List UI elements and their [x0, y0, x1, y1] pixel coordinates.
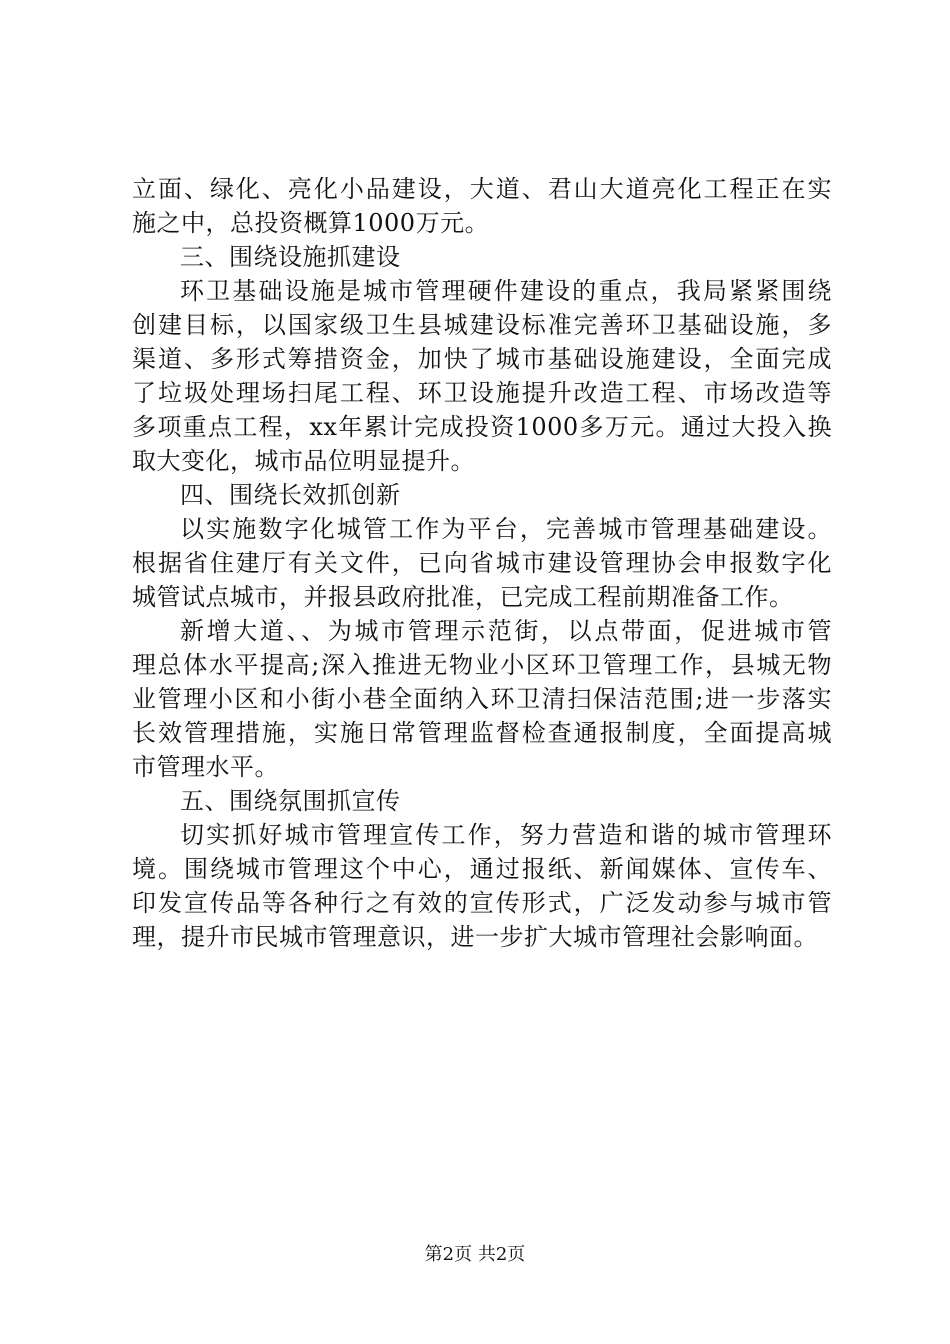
text-line: 境。围绕城市管理这个中心，通过报纸、新闻媒体、宣传车、: [132, 855, 832, 883]
text-line: 市管理水平。: [132, 753, 279, 781]
text-line: 业管理小区和小街小巷全面纳入环卫清扫保洁范围;进一步落实: [132, 685, 832, 713]
text-line: 长效管理措施，实施日常管理监督检查通报制度，全面提高城: [132, 719, 832, 747]
text-line: 多项重点工程，xx年累计完成投资1000多万元。通过大投入换: [132, 413, 832, 441]
section-heading: 三、围绕设施抓建设: [180, 243, 401, 271]
text-line: 立面、绿化、亮化小品建设，大道、君山大道亮化工程正在实: [132, 175, 832, 203]
page-number-footer: 第2页 共2页: [424, 1244, 526, 1265]
text-line: 印发宣传品等各种行之有效的宣传形式，广泛发动参与城市管: [132, 889, 832, 917]
document-body: [132, 172, 832, 954]
text-line: 新增大道、、为城市管理示范街，以点带面，促进城市管: [180, 617, 832, 645]
text-line: 切实抓好城市管理宣传工作，努力营造和谐的城市管理环: [180, 821, 832, 849]
text-line: 了垃圾处理场扫尾工程、环卫设施提升改造工程、市场改造等: [132, 379, 832, 407]
section-heading: 五、围绕氛围抓宣传: [180, 787, 401, 815]
text-line: 施之中，总投资概算1000万元。: [132, 209, 490, 237]
text-line: 根据省住建厅有关文件，已向省城市建设管理协会申报数字化: [132, 549, 832, 577]
text-line: 以实施数字化城管工作为平台，完善城市管理基础建设。: [180, 515, 832, 543]
section-heading: 四、围绕长效抓创新: [180, 481, 401, 509]
text-line: 取大变化，城市品位明显提升。: [132, 447, 475, 475]
text-line: 理总体水平提高;深入推进无物业小区环卫管理工作，县城无物: [132, 651, 832, 679]
text-line: 理，提升市民城市管理意识，进一步扩大城市管理社会影响面。: [132, 923, 818, 951]
text-line: 渠道、多形式筹措资金，加快了城市基础设施建设，全面完成: [132, 345, 832, 373]
text-line: 环卫基础设施是城市管理硬件建设的重点，我局紧紧围绕: [180, 277, 832, 305]
text-line: 创建目标，以国家级卫生县城建设标准完善环卫基础设施，多: [132, 311, 832, 339]
text-line: 城管试点城市，并报县政府批准，已完成工程前期准备工作。: [132, 583, 794, 611]
